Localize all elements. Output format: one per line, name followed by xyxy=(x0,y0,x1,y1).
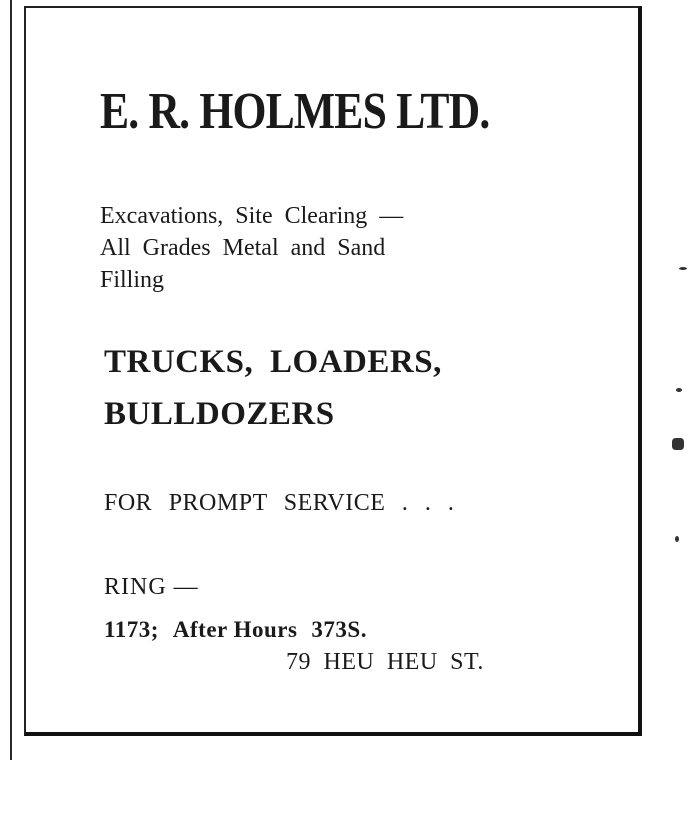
company-name: E. R. HOLMES LTD. xyxy=(100,83,490,140)
street-address: 79 HEU HEU ST. xyxy=(286,649,484,675)
print-speck xyxy=(672,438,684,450)
equipment-line: TRUCKS, LOADERS, xyxy=(104,344,442,380)
after-hours-label: After Hours xyxy=(172,617,298,642)
services-line: All Grades Metal and Sand xyxy=(100,235,386,261)
prompt-service-text: FOR PROMPT SERVICE . . . xyxy=(104,490,455,516)
phone-numbers xyxy=(104,617,367,643)
ring-label: RING — xyxy=(104,574,199,600)
print-speck xyxy=(676,388,682,392)
after-hours-number: 373S. xyxy=(311,617,367,642)
services-line: Excavations, Site Clearing — xyxy=(100,203,404,229)
print-speck xyxy=(675,536,679,542)
page-edge-line xyxy=(10,0,12,760)
services-line: Filling xyxy=(100,267,165,293)
print-speck xyxy=(679,267,687,270)
services-description xyxy=(100,200,540,296)
equipment-line: BULLDOZERS xyxy=(104,396,335,432)
equipment-list xyxy=(104,336,442,440)
phone-number: 1173; xyxy=(104,617,159,642)
advertisement xyxy=(100,82,560,675)
